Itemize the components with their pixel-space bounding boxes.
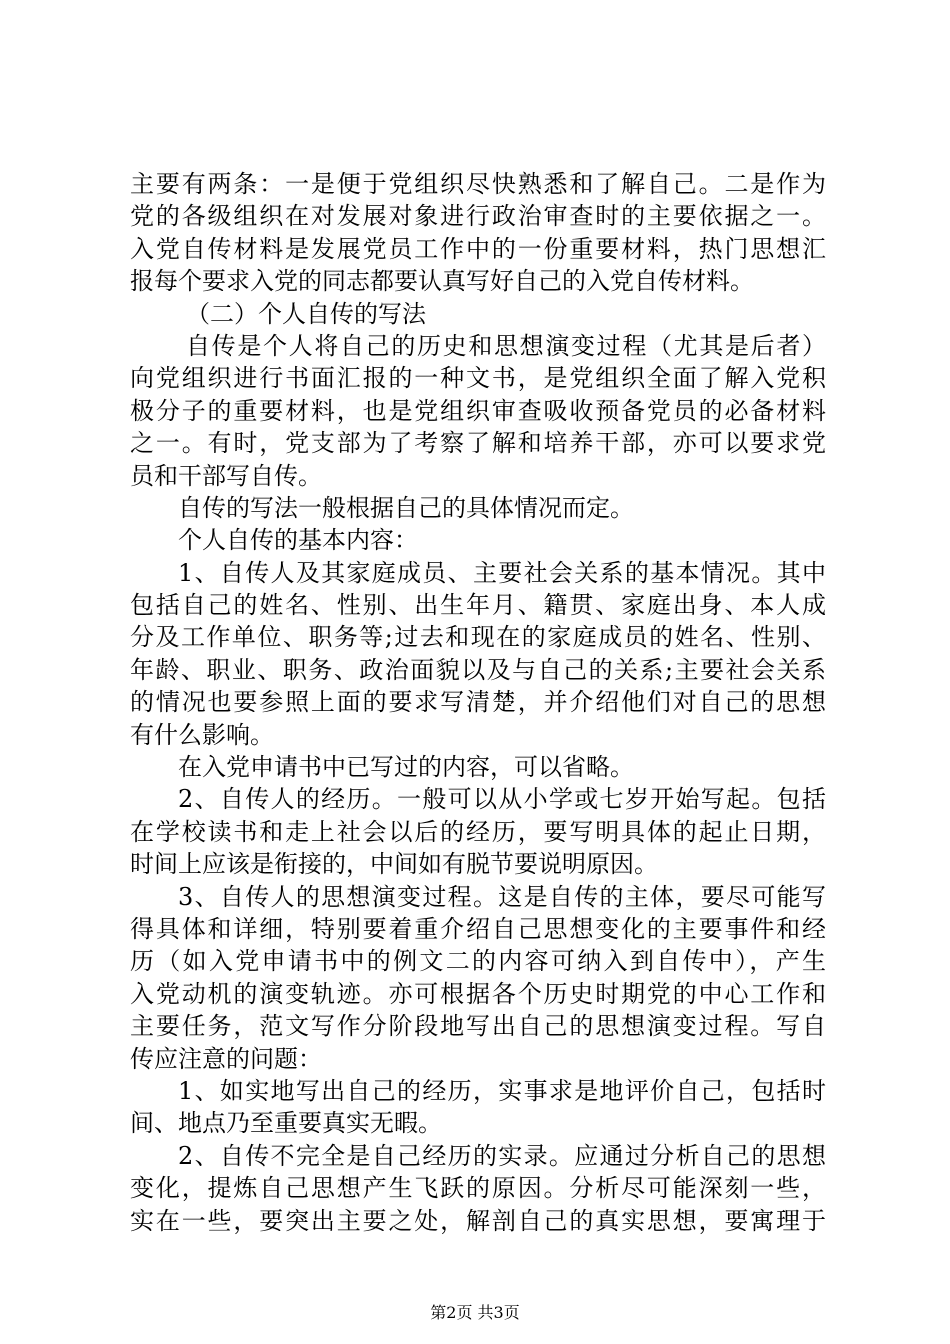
text-line: 入党自传材料是发展党员工作中的一份重要材料，热门思想汇 xyxy=(130,234,826,263)
text-line: 实在一些，要突出主要之处，解剖自己的真实思想，要寓理于 xyxy=(130,1206,826,1235)
text-line: 自传的写法一般根据自己的具体情况而定。 xyxy=(178,493,634,522)
text-line: 在入党申请书中已写过的内容，可以省略。 xyxy=(178,753,634,782)
text-line: 间、地点乃至重要真实无暇。 xyxy=(130,1109,442,1138)
text-line: 极分子的重要材料，也是党组织审查吸收预备党员的必备材料 xyxy=(130,396,826,425)
text-line: 在学校读书和走上社会以后的经历，要写明具体的起止日期， xyxy=(130,817,826,846)
text-line: 得具体和详细，特别要着重介绍自己思想变化的主要事件和经 xyxy=(130,914,826,943)
text-line: 入党动机的演变轨迹。亦可根据各个历史时期党的中心工作和 xyxy=(130,979,826,1008)
text-line: 党的各级组织在对发展对象进行政治审查时的主要依据之一。 xyxy=(130,202,826,231)
page-footer: 第2页 共3页 xyxy=(430,1303,520,1322)
text-line: 主要任务，范文写作分阶段地写出自己的思想演变过程。写自 xyxy=(130,1012,826,1041)
text-line: 1、如实地写出自己的经历，实事求是地评价自己，包括时 xyxy=(178,1076,826,1105)
text-line: 历（如入党申请书中的例文二的内容可纳入到自传中），产生 xyxy=(130,947,826,976)
text-line: 变化，提炼自己思想产生飞跃的原因。分析尽可能深刻一些， xyxy=(130,1174,826,1203)
text-line: 2、自传不完全是自己经历的实录。应通过分析自己的思想 xyxy=(178,1141,826,1170)
text-line: 员和干部写自传。 xyxy=(130,461,322,490)
text-line: 2、自传人的经历。一般可以从小学或七岁开始写起。包括 xyxy=(178,785,826,814)
text-line: 有什么影响。 xyxy=(130,720,274,749)
text-line: 时间上应该是衔接的，中间如有脱节要说明原因。 xyxy=(130,850,658,879)
text-line: 自传是个人将自己的历史和思想演变过程（尤其是后者） xyxy=(186,331,826,360)
text-line: 的情况也要参照上面的要求写清楚，并介绍他们对自己的思想 xyxy=(130,688,826,717)
text-line: 个人自传的基本内容： xyxy=(178,526,418,555)
text-line: 包括自己的姓名、性别、出生年月、籍贯、家庭出身、本人成 xyxy=(130,591,826,620)
document-body xyxy=(130,168,826,1237)
text-line: 向党组织进行书面汇报的一种文书，是党组织全面了解入党积 xyxy=(130,364,826,393)
text-line: 报每个要求入党的同志都要认真写好自己的入党自传材料。 xyxy=(130,267,754,296)
text-line: 3、自传人的思想演变过程。这是自传的主体，要尽可能写 xyxy=(178,882,826,911)
text-line: 1、自传人及其家庭成员、主要社会关系的基本情况。其中 xyxy=(178,558,826,587)
text-line: 主要有两条：一是便于党组织尽快熟悉和了解自己。二是作为 xyxy=(130,170,826,198)
text-line: （二）个人自传的写法 xyxy=(186,299,426,328)
text-line: 之一。有时，党支部为了考察了解和培养干部，亦可以要求党 xyxy=(130,429,826,458)
text-line: 分及工作单位、职务等;过去和现在的家庭成员的姓名、性别、 xyxy=(130,623,826,652)
text-line: 年龄、职业、职务、政治面貌以及与自己的关系;主要社会关系 xyxy=(130,655,826,684)
text-line: 传应注意的问题： xyxy=(130,1044,322,1073)
